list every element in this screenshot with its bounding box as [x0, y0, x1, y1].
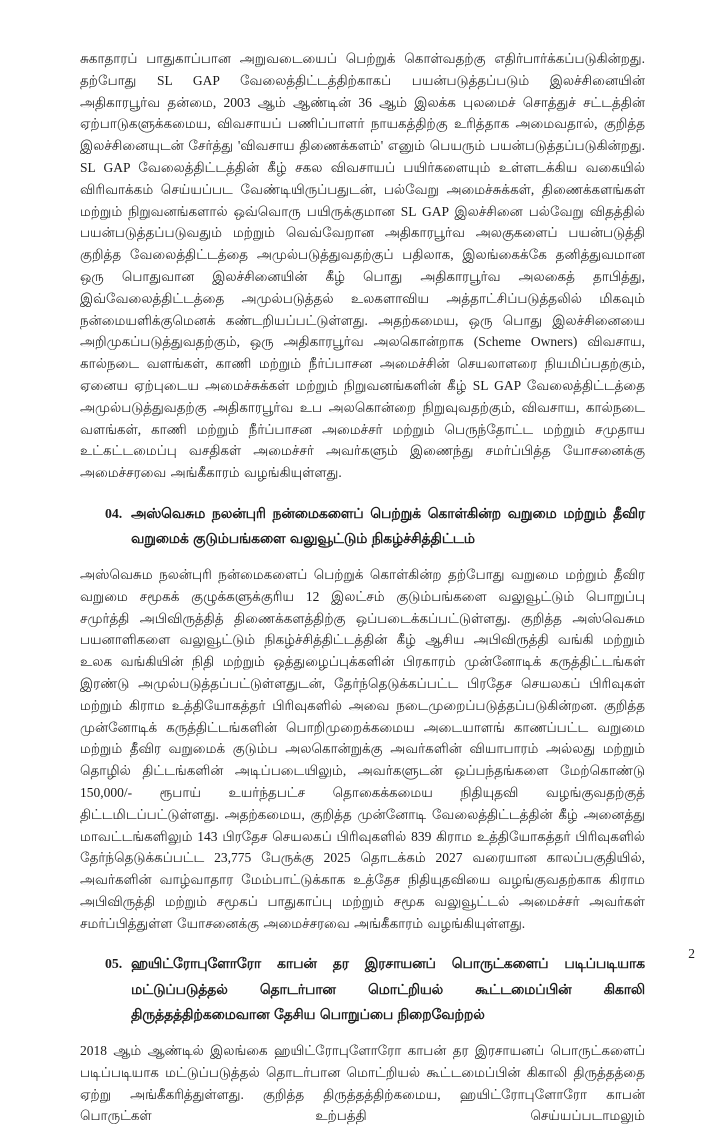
section-04-heading: [80, 501, 645, 552]
page-number: 2: [688, 946, 695, 961]
intro-paragraph: சுகாதாரப் பாதுகாப்பான அறுவடையைப் பெற்றுக் கொள்வதற்கு எதிர்பார்க்கப்படுகின்றது. தற்போது SL GAP வேலைத்திட்டத்திற்காகப் பயன்படுத்தப்படும் இலச்சினையின் அதிகாரபூர்வ தன்மை, 2003 ஆம் ஆண்டின் 36 ஆம் இலக்க புலமைச் சொத்துச் சட்டத்தின் ஏற்பாடுகளுக்கமைய, விவசாயப் பணிப்பாளர் நாயகத்திற்கு உரித்தாக அமைவதால், குறித்த இலச்சினையுடன் சேர்த்து 'விவசாய திணைக்களம்' எனும் பெயரும் பயன்படுத்தப்படுகின்றது. SL GAP வேலைத்திட்டத்தின் கீழ் சகல விவசாயப் பயிர்களையும் உள்ளடக்கிய வகையில் விரிவாக்கம் செய்யப்பட வேண்டியிருப்பதுடன், பல்வேறு அமைச்சுக்கள், திணைக்களங்கள் மற்றும் நிறுவனங்களால் ஒவ்வொரு பயிருக்குமான SL GAP இலச்சினை பல்வேறு விதத்தில் பயன்படுத்தப்படுவதும் மற்றும் வெவ்வேறான அதிகாரபூர்வ அலகுகளைப் பயன்படுத்தி குறித்த வேலைத்திட்டத்தை அமுல்படுத்துவதற்குப் பதிலாக, இலங்கைக்கே தனித்துவமான ஒரு பொதுவான இலச்சினையின் கீழ் பொது அதிகாரபூர்வ அலகைத் தாபித்து, இவ்வேலைத்திட்டத்தை அமுல்படுத்தல் உலகளாவிய அத்தாட்சிப்படுத்தலில் மிகவும் நன்மையளிக்குமெனக் கண்டறியப்பட்டுள்ளது. அதற்கமைய, ஒரு பொது இலச்சினையை அறிமுகப்படுத்துவதற்கும், ஒரு அதிகாரபூர்வ அலகொன்றாக (Scheme Owners) விவசாய, கால்நடை வளங்கள், காணி மற்றும் நீர்ப்பாசன அமைச்சின் செயலாளரை நியமிப்பதற்கும், ஏனைய ஏற்புடைய அமைச்சுக்கள் மற்றும் நிறுவனங்களின் கீழ் SL GAP வேலைத்திட்டத்தை அமுல்படுத்துவதற்கு அதிகாரபூர்வ உப அலகொன்றை நிறுவுவதற்கும், விவசாய, கால்நடை வளங்கள், காணி மற்றும் நீர்ப்பாசன அமைச்சர் மற்றும் பெருந்தோட்ட மற்றும் சமுதாய உட்கட்டமைப்பு வசதிகள் அமைச்சர் அவர்களும் இணைந்து சமர்ப்பித்த யோசனைக்கு அமைச்சரவை அங்கீகாரம் வழங்கியுள்ளது.: [80, 51, 645, 481]
section-05: [80, 951, 645, 1127]
section-05-body: 2018 ஆம் ஆண்டில் இலங்கை ஹயிட்ரோபுளோரோ காபன் தர இரசாயனப் பொருட்களைப் படிப்படியாக மட்டுப்படுத்தல் தொடர்பான மொட்றியல் கூட்டமைப்பின் கிகாலி திருத்தத்தை ஏற்று அங்கீகரித்துள்ளது. குறித்த திருத்தத்திற்கமைய, ஹயிட்ரோபுளோரோ காபன் பொருட்கள் உற்பத்தி செய்யப்படாமலும்: [80, 1042, 645, 1124]
section-04-body: அஸ்வெசும நலன்புரி நன்மைகளைப் பெற்றுக் கொள்கின்ற தற்போது வறுமை மற்றும் தீவிர வறுமை சமூகக் குழுக்களுக்குரிய 12 இலட்சம் குடும்பங்களை வலுவூட்டும் பொறுப்பு சமுர்த்தி அபிவிருத்தித் திணைக்களத்திற்கு ஒப்படைக்கப்பட்டுள்ளது. குறித்த அஸ்வெசும பயனாளிகளை வலுவூட்டும் நிகழ்ச்சித்திட்டத்தின் கீழ் ஆசிய அபிவிருத்தி வங்கி மற்றும் உலக வங்கியின் நிதி மற்றும் ஒத்துழைப்புக்களின் பிரகாரம் முன்னோடிக் கருத்திட்டங்கள் இரண்டு அமுல்படுத்தப்பட்டுள்ளதுடன், தேர்ந்தெடுக்கப்பட்ட பிரதேச செயலகப் பிரிவுகள் மற்றும் கிராம உத்தியோகத்தர் பிரிவுகளில் அவை நடைமுறைப்படுத்தப்படுகின்றன. குறித்த முன்னோடிக் கருத்திட்டங்களின் பொறிமுறைக்கமைய அடையாளங் காணப்பட்ட வறுமை மற்றும் தீவிர வறுமைக் குடும்ப அலகொன்றுக்கு அவர்களின் வியாபாரம் அல்லது மற்றும் தொழில் திட்டங்களின் அடிப்படையிலும், அவர்களுடன் ஒப்பந்தங்களை மேற்கொண்டு 150,000/- ரூபாய் உயர்ந்தபட்ச தொகைக்கமைய நிதியுதவி வழங்குவதற்குத் திட்டமிடப்பட்டுள்ளது. அதற்கமைய, குறித்த முன்னோடி வேலைத்திட்டத்தின் கீழ் அனைத்து மாவட்டங்களிலும் 143 பிரதேச செயலகப் பிரிவுகளில் 839 கிராம உத்தியோகத்தர் பிரிவுகளில் தேர்ந்தெடுக்கப்பட்ட 23,775 பேருக்கு 2025 தொடக்கம் 2027 வரையான காலப்பகுதியில், அவர்களின் வாழ்வாதார மேம்பாட்டுக்காக உத்தேச நிதியுதவியை வழங்குவதற்காக கிராம அபிவிருத்தி மற்றும் சமூகப் பாதுகாப்பு மற்றும் சமூக வலுவூட்டல் அமைச்சர் அவர்கள் சமர்ப்பித்துள்ள யோசனைக்கு அமைச்சரவை அங்கீகாரம் வழங்கியுள்ளது.: [80, 566, 645, 931]
section-05-heading: [80, 951, 645, 1028]
section-05-title: ஹயிட்ரோபுளோரோ காபன் தர இரசாயனப் பொருட்களைப் படிப்படியாக மட்டுப்படுத்தல் தொடர்பான மொட்றியல் கூட்டமைப்பின் கிகாலி திருத்தத்திற்கமைவான தேசிய பொறுப்பை நிறைவேற்றல்: [131, 956, 645, 1023]
section-04-number: 04.: [105, 505, 123, 521]
section-04-title: அஸ்வெசும நலன்புரி நன்மைகளைப் பெற்றுக் கொள்கின்ற வறுமை மற்றும் தீவிர வறுமைக் குடும்பங்களை வலுவூட்டும் நிகழ்ச்சித்திட்டம்: [131, 505, 645, 547]
section-05-number: 05.: [105, 956, 123, 972]
section-04: [80, 501, 645, 935]
